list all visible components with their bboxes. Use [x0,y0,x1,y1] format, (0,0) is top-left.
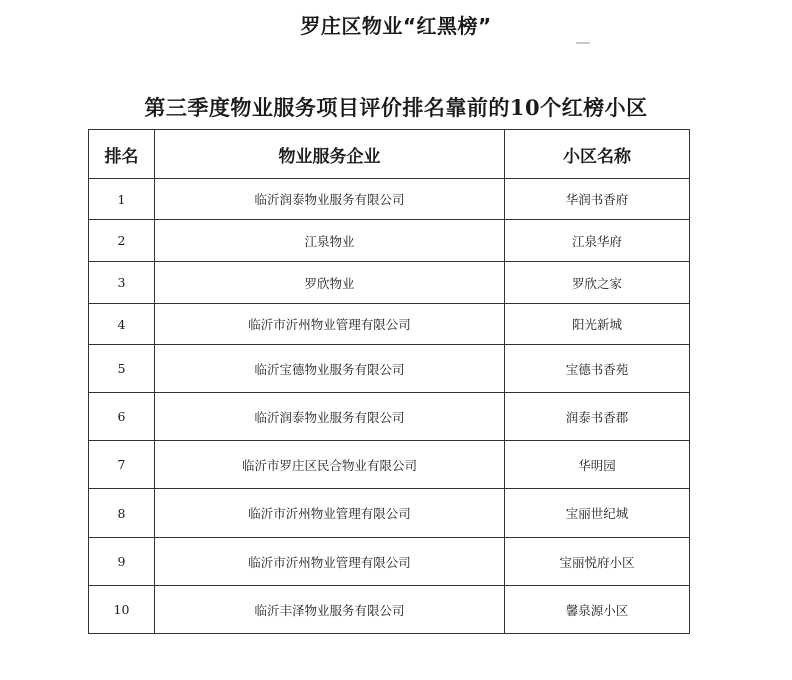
company-cell: 临沂润泰物业服务有限公司 [155,179,505,220]
table-row [89,489,690,538]
rank-cell: 9 [89,538,155,586]
rank-cell: 2 [89,220,155,262]
scan-artifact [576,42,590,44]
company-cell: 临沂市沂州物业管理有限公司 [155,538,505,586]
community-cell: 阳光新城 [505,304,690,345]
document-title: 罗庄区物业“红黑榜” [300,14,492,38]
table-header-row [89,130,690,179]
rank-cell: 6 [89,393,155,441]
company-cell: 临沂市沂州物业管理有限公司 [155,304,505,345]
company-cell: 临沂市沂州物业管理有限公司 [155,489,505,538]
community-cell: 宝德书香苑 [505,345,690,393]
rank-cell: 8 [89,489,155,538]
document-subtitle: 第三季度物业服务项目评价排名靠前的10个红榜小区 [144,95,648,120]
company-cell: 江泉物业 [155,220,505,262]
table-row [89,304,690,345]
table-row [89,220,690,262]
table-row [89,538,690,586]
community-cell: 宝丽世纪城 [505,489,690,538]
table-row [89,262,690,304]
company-cell: 罗欣物业 [155,262,505,304]
ranking-table [88,129,690,634]
company-cell: 临沂润泰物业服务有限公司 [155,393,505,441]
community-cell: 馨泉源小区 [505,586,690,634]
community-cell: 江泉华府 [505,220,690,262]
rank-cell: 1 [89,179,155,220]
rank-cell: 7 [89,441,155,489]
rank-cell: 10 [89,586,155,634]
rank-cell: 4 [89,304,155,345]
company-cell: 临沂宝德物业服务有限公司 [155,345,505,393]
community-cell: 润泰书香郡 [505,393,690,441]
company-cell: 临沂市罗庄区民合物业有限公司 [155,441,505,489]
header-company: 物业服务企业 [155,130,505,179]
header-rank: 排名 [89,130,155,179]
community-cell: 罗欣之家 [505,262,690,304]
rank-cell: 3 [89,262,155,304]
table-row [89,393,690,441]
table-row [89,179,690,220]
table-row [89,345,690,393]
community-cell: 宝丽悦府小区 [505,538,690,586]
company-cell: 临沂丰泽物业服务有限公司 [155,586,505,634]
community-cell: 华润书香府 [505,179,690,220]
table-row [89,586,690,634]
header-community: 小区名称 [505,130,690,179]
community-cell: 华明园 [505,441,690,489]
rank-cell: 5 [89,345,155,393]
table-row [89,441,690,489]
